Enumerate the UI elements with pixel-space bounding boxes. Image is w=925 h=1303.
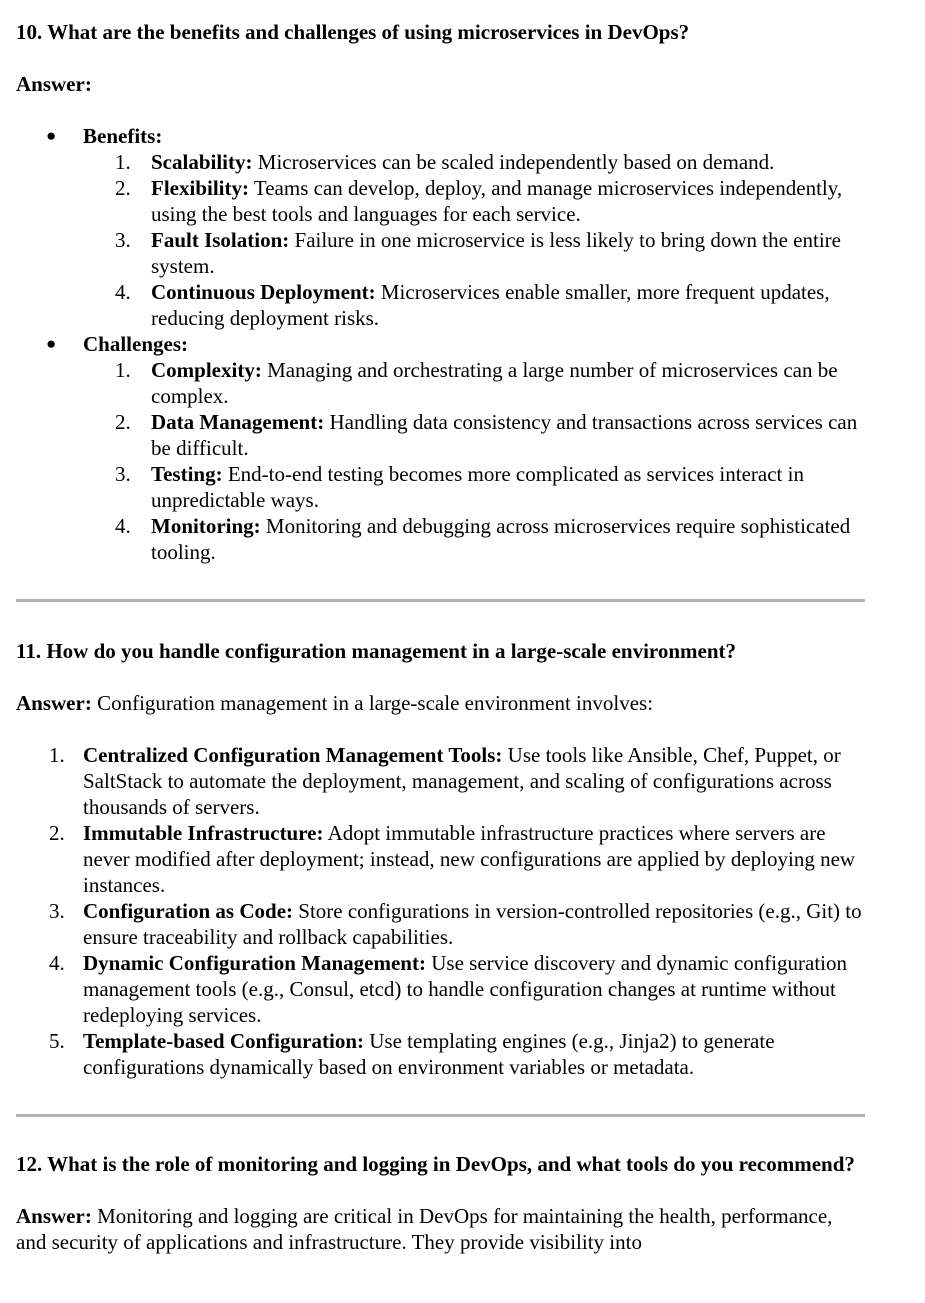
item-text: Microservices enable smaller, more frequent updates, reducing deployment risks.: [151, 280, 830, 330]
list-item: [83, 461, 866, 513]
list-item: [83, 409, 866, 461]
list-number: 1.: [49, 743, 65, 767]
bullet-icon: ●: [46, 126, 57, 145]
list-number: 3.: [115, 228, 131, 252]
list-item: [16, 950, 866, 1028]
benefits-list: [83, 149, 866, 331]
list-item: [83, 149, 866, 175]
question-12: [16, 1151, 866, 1255]
spacer: [16, 97, 866, 123]
list-number: 1.: [115, 150, 131, 174]
answer-text: Monitoring and logging are critical in DevOps for maintaining the health, performance, and security of applications and infrastructure. They provide visibility into: [16, 1204, 833, 1254]
item-term: Fault Isolation:: [151, 228, 290, 252]
item-text: Use tools like Ansible, Chef, Puppet, or SaltStack to automate the deployment, management, and scaling of configurations across thousands of servers.: [83, 743, 841, 819]
item-term: Immutable Infrastructure:: [83, 821, 324, 845]
list-number: 1.: [115, 358, 131, 382]
answer-text: Configuration management in a large-scale environment involves:: [97, 691, 654, 715]
spacer: [16, 664, 866, 690]
list-item: [83, 175, 866, 227]
item-text: Failure in one microservice is less likely to bring down the entire system.: [151, 228, 841, 278]
list-number: 2.: [115, 410, 131, 434]
spacer: [16, 602, 866, 638]
question-10: [16, 19, 866, 565]
item-text: Use service discovery and dynamic configuration management tools (e.g., Consul, etcd) to handle configuration changes at runtime without redeploying services.: [83, 951, 848, 1027]
spacer: [16, 1080, 866, 1114]
list-number: 2.: [115, 176, 131, 200]
spacer: [16, 716, 866, 742]
challenges-list: [83, 357, 866, 565]
list-number: 4.: [49, 951, 65, 975]
list-item: [83, 513, 866, 565]
list-item: [16, 820, 866, 898]
list-number: 5.: [49, 1029, 65, 1053]
spacer: [16, 1117, 866, 1151]
question-10-title: 10. What are the benefits and challenges of using microservices in DevOps?: [16, 20, 690, 44]
item-term: Flexibility:: [151, 176, 249, 200]
question-11-answer: [16, 690, 866, 716]
spacer: [16, 45, 866, 71]
item-term: Scalability:: [151, 150, 253, 174]
item-text: Adopt immutable infrastructure practices where servers are never modified after deployment; instead, new configurations are applied by deploying new instances.: [83, 821, 856, 897]
question-11-title: 11. How do you handle configuration management in a large-scale environment?: [16, 639, 737, 663]
answer-label: Answer:: [16, 1204, 92, 1228]
item-text: Microservices can be scaled independently based on demand.: [257, 150, 775, 174]
list-item: [83, 227, 866, 279]
spacer: [16, 1177, 866, 1203]
item-term: Monitoring:: [151, 514, 261, 538]
bullet-label: Benefits:: [83, 124, 163, 148]
list-item: [83, 279, 866, 331]
document-page: [16, 19, 866, 1255]
bullet-label: Challenges:: [83, 332, 188, 356]
item-text: Managing and orchestrating a large number of microservices can be complex.: [151, 358, 838, 408]
list-number: 4.: [115, 280, 131, 304]
item-text: Monitoring and debugging across microservices require sophisticated tooling.: [151, 514, 851, 564]
item-term: Testing:: [151, 462, 223, 486]
item-text: End-to-end testing becomes more complicated as services interact in unpredictable ways.: [151, 462, 804, 512]
list-item: [83, 357, 866, 409]
question-11-list: [16, 742, 866, 1080]
bullet-challenges: [16, 331, 866, 565]
spacer: [16, 565, 866, 599]
item-term: Dynamic Configuration Management:: [83, 951, 426, 975]
list-number: 2.: [49, 821, 65, 845]
list-number: 4.: [115, 514, 131, 538]
list-item: [16, 742, 866, 820]
item-term: Template-based Configuration:: [83, 1029, 364, 1053]
item-text: Use templating engines (e.g., Jinja2) to generate configurations dynamically based on environment variables or metadata.: [83, 1029, 775, 1079]
question-10-bullet-list: [16, 123, 866, 565]
list-item: [16, 898, 866, 950]
item-term: Configuration as Code:: [83, 899, 294, 923]
bullet-icon: ●: [46, 334, 57, 353]
item-term: Centralized Configuration Management Tools:: [83, 743, 503, 767]
question-11: [16, 638, 866, 1080]
item-term: Complexity:: [151, 358, 262, 382]
bullet-benefits: [16, 123, 866, 331]
item-text: Handling data consistency and transactions across services can be difficult.: [151, 410, 858, 460]
list-number: 3.: [115, 462, 131, 486]
answer-label: Answer:: [16, 691, 92, 715]
question-12-title: 12. What is the role of monitoring and logging in DevOps, and what tools do you recommend?: [16, 1152, 855, 1176]
list-number: 3.: [49, 899, 65, 923]
item-term: Continuous Deployment:: [151, 280, 376, 304]
item-term: Data Management:: [151, 410, 325, 434]
item-text: Store configurations in version-controlled repositories (e.g., Git) to ensure traceability and rollback capabilities.: [83, 899, 862, 949]
question-12-answer: [16, 1203, 866, 1255]
question-10-answer-label: Answer:: [16, 72, 92, 96]
list-item: [16, 1028, 866, 1080]
item-text: Teams can develop, deploy, and manage microservices independently, using the best tools and languages for each service.: [151, 176, 843, 226]
